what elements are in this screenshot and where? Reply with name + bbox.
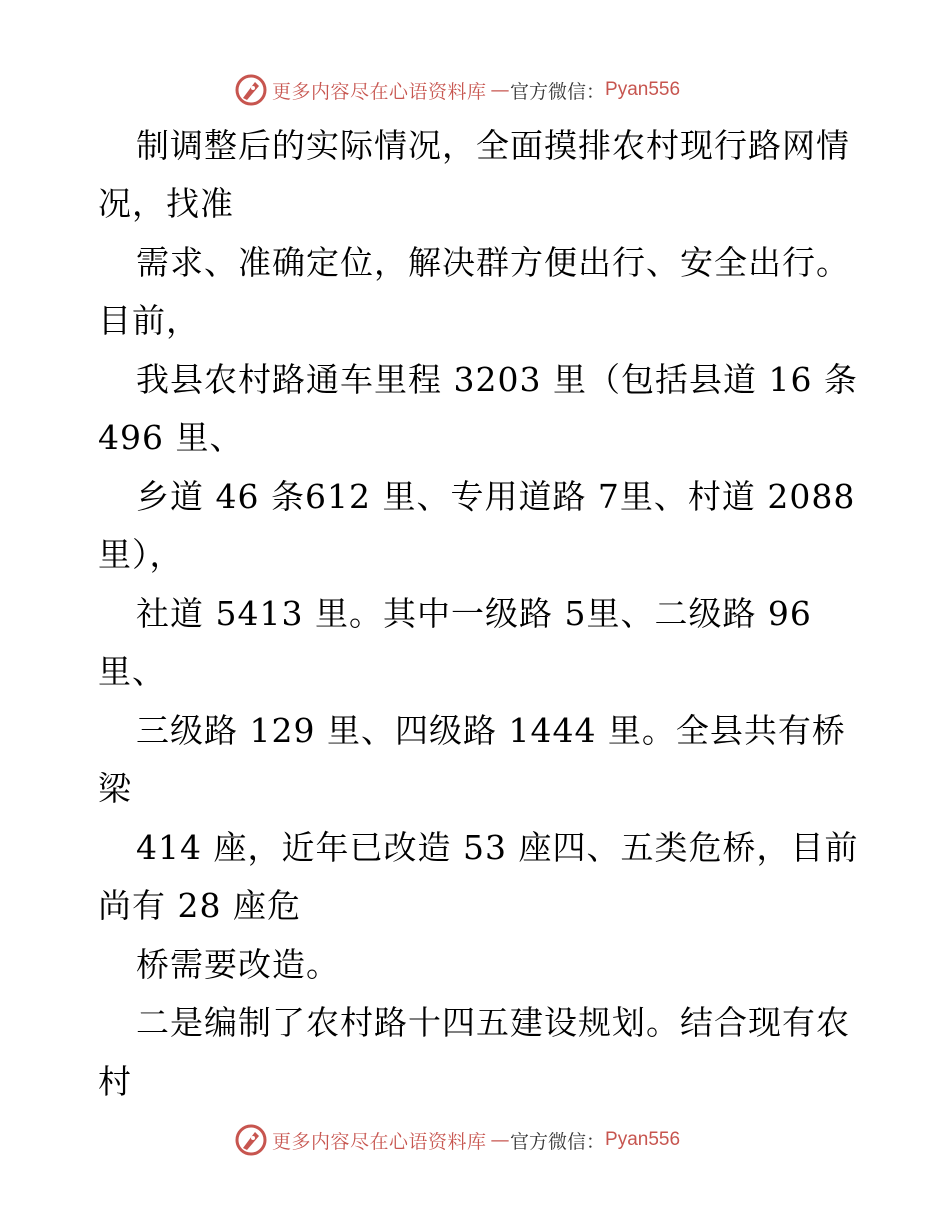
body-line: 496 里、 <box>98 418 244 457</box>
watermark-site-text: 更多内容尽在心语资料库 <box>272 80 487 103</box>
body-line: 我县农村路通车里程 3203 里（包括县道 16 条 <box>136 360 858 399</box>
body-line: 目前， <box>98 301 200 340</box>
watermark-wechat-id: Pyan556 <box>605 1129 681 1150</box>
body-line: 桥需要改造。 <box>136 945 340 984</box>
body-line: 三级路 129 里、四级路 1444 里。全县共有桥 <box>136 711 846 750</box>
body-line: 制调整后的实际情况，全面摸排农村现行路网情 <box>136 126 850 165</box>
watermark-dash: — <box>490 79 511 101</box>
body-line: 社道 5413 里。其中一级路 5里、二级路 96 <box>136 594 812 633</box>
watermark-site-text: 更多内容尽在心语资料库 <box>272 1130 487 1153</box>
body-line: 需求、准确定位，解决群方便出行、安全出行。 <box>136 243 850 282</box>
footer-watermark <box>234 1122 680 1158</box>
body-line: 414 座，近年已改造 53 座四、五类危桥，目前 <box>136 828 859 867</box>
body-line: 里）， <box>98 535 184 574</box>
body-line: 二是编制了农村路十四五建设规划。结合现有农 <box>136 1003 850 1042</box>
watermark-wechat-id: Pyan556 <box>605 79 681 100</box>
body-line: 梁 <box>98 769 132 808</box>
body-line: 乡道 46 条612 里、专用道路 7里、村道 2088 <box>136 477 856 516</box>
pen-nib-logo-icon <box>234 1123 268 1157</box>
body-line: 况，找准 <box>98 184 234 223</box>
body-line: 里、 <box>98 652 166 691</box>
body-line: 村 <box>98 1062 132 1101</box>
watermark-wechat-label: 官方微信： <box>510 1130 606 1153</box>
watermark-wechat-label: 官方微信： <box>510 80 606 103</box>
body-line: 尚有 28 座危 <box>98 886 301 925</box>
watermark-dash: — <box>490 1129 511 1151</box>
